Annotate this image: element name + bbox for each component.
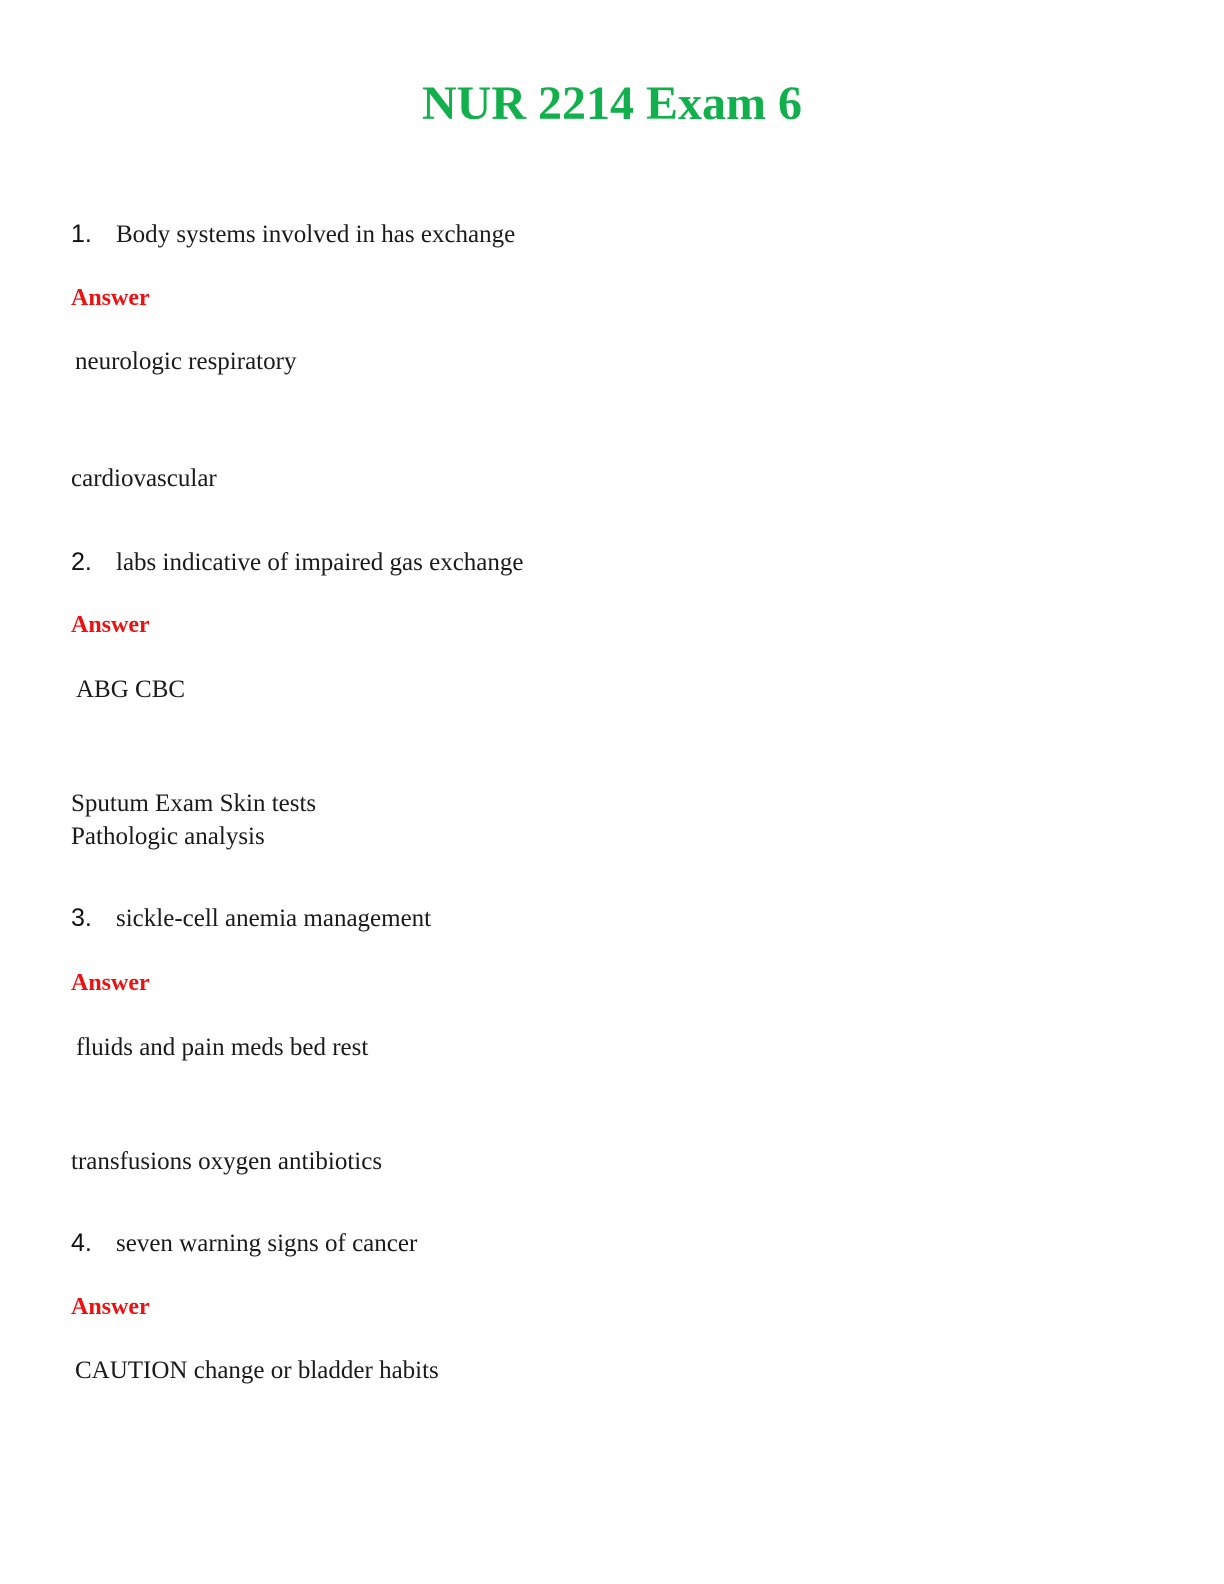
answer-line: neurologic respiratory bbox=[75, 348, 297, 375]
answer-line: fluids and pain meds bed rest bbox=[76, 1034, 369, 1061]
answer-line: transfusions oxygen antibiotics bbox=[71, 1148, 383, 1175]
answer-line: Sputum Exam Skin tests bbox=[71, 790, 317, 817]
answer-label: Answer bbox=[71, 1294, 150, 1320]
answer-label: Answer bbox=[71, 970, 150, 996]
answer-line: ABG CBC bbox=[76, 676, 186, 703]
question-number: 3. bbox=[71, 904, 92, 932]
question-prompt: seven warning signs of cancer bbox=[116, 1230, 418, 1257]
question-prompt: labs indicative of impaired gas exchange bbox=[116, 549, 524, 576]
question-prompt: sickle-cell anemia management bbox=[116, 905, 432, 932]
question-number: 2. bbox=[71, 548, 92, 576]
question-number: 1. bbox=[71, 220, 92, 248]
page-title: NUR 2214 Exam 6 bbox=[422, 77, 802, 130]
answer-line: Pathologic analysis bbox=[71, 823, 265, 850]
answer-label: Answer bbox=[71, 285, 150, 311]
question-prompt: Body systems involved in has exchange bbox=[116, 221, 516, 248]
question-number: 4. bbox=[71, 1229, 92, 1257]
answer-label: Answer bbox=[71, 612, 150, 638]
answer-line: cardiovascular bbox=[71, 465, 217, 492]
answer-line: CAUTION change or bladder habits bbox=[75, 1357, 439, 1384]
